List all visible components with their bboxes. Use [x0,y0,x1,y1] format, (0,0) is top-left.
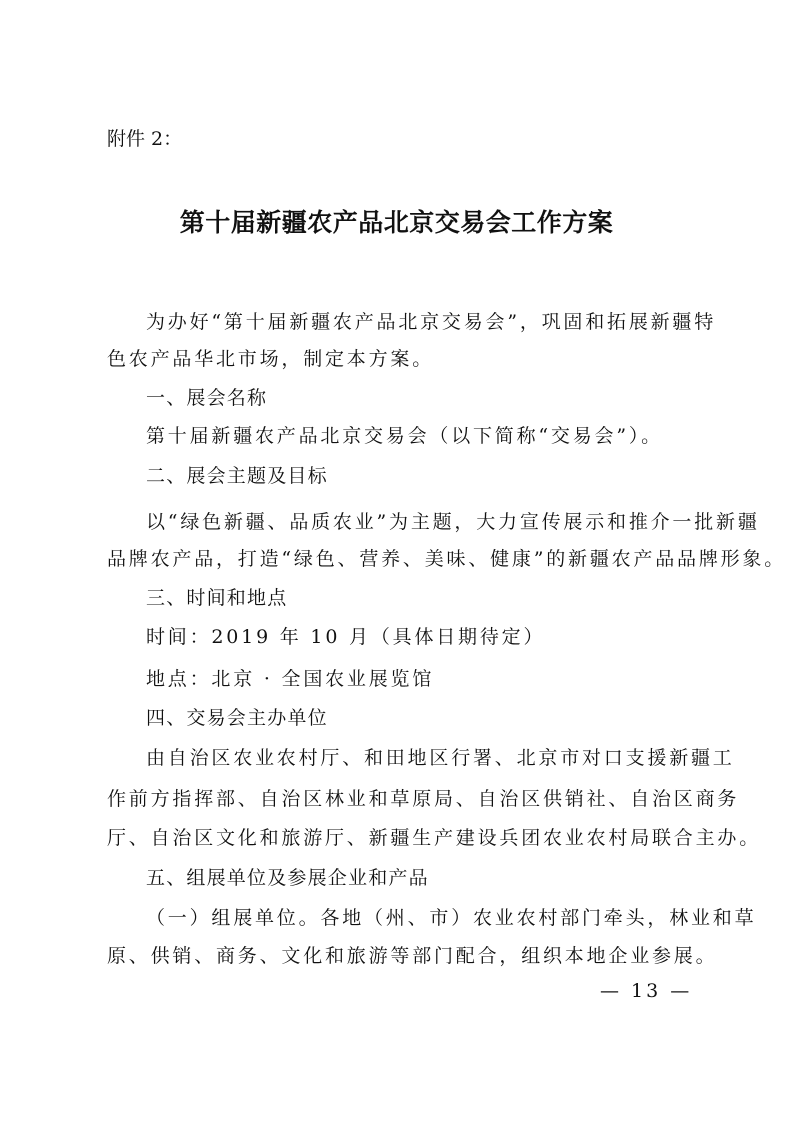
section-heading-exhibition-name: 一、展会名称 [146,387,268,409]
section-heading-theme-goals: 二、展会主题及目标 [146,465,328,487]
exhibition-name-text: 第十届新疆农产品北京交易会（以下简称“交易会”）。 [146,425,663,447]
attachment-label: 附件 2： [107,128,183,150]
intro-paragraph-line-2: 色农产品华北市场，制定本方案。 [107,348,435,370]
section-heading-time-location: 三、时间和地点 [146,587,288,609]
page-number: — 13 — [600,980,693,1002]
organizers-paragraph-line-3: 厅、自治区文化和旅游厅、新疆生产建设兵团农业农村局联合主办。 [107,827,762,849]
organizers-paragraph-line-2: 作前方指挥部、自治区林业和草原局、自治区供销社、自治区商务 [107,788,740,810]
exhibitors-paragraph-line-1: （一）组展单位。各地（州、市）农业农村部门牵头，林业和草 [146,907,757,929]
location-text: 地点：北京 · 全国农业展览馆 [146,668,435,690]
theme-paragraph-line-2: 品牌农产品，打造“绿色、营养、美味、健康”的新疆农产品品牌形象。 [107,548,787,570]
exhibitors-paragraph-line-2: 原、供销、商务、文化和旅游等部门配合，组织本地企业参展。 [107,945,718,967]
section-heading-exhibitors: 五、组展单位及参展企业和产品 [146,867,429,889]
section-heading-organizers: 四、交易会主办单位 [146,707,328,729]
theme-paragraph-line-1: 以“绿色新疆、品质农业”为主题，大力宣传展示和推介一批新疆 [146,511,760,533]
time-text: 时间：2019 年 10 月（具体日期待定） [146,626,546,648]
document-title: 第十届新疆农产品北京交易会工作方案 [179,208,614,237]
intro-paragraph-line-1: 为办好“第十届新疆农产品北京交易会”，巩固和拓展新疆特 [146,311,717,333]
organizers-paragraph-line-1: 由自治区农业农村厅、和田地区行署、北京市对口支援新疆工 [146,747,735,769]
